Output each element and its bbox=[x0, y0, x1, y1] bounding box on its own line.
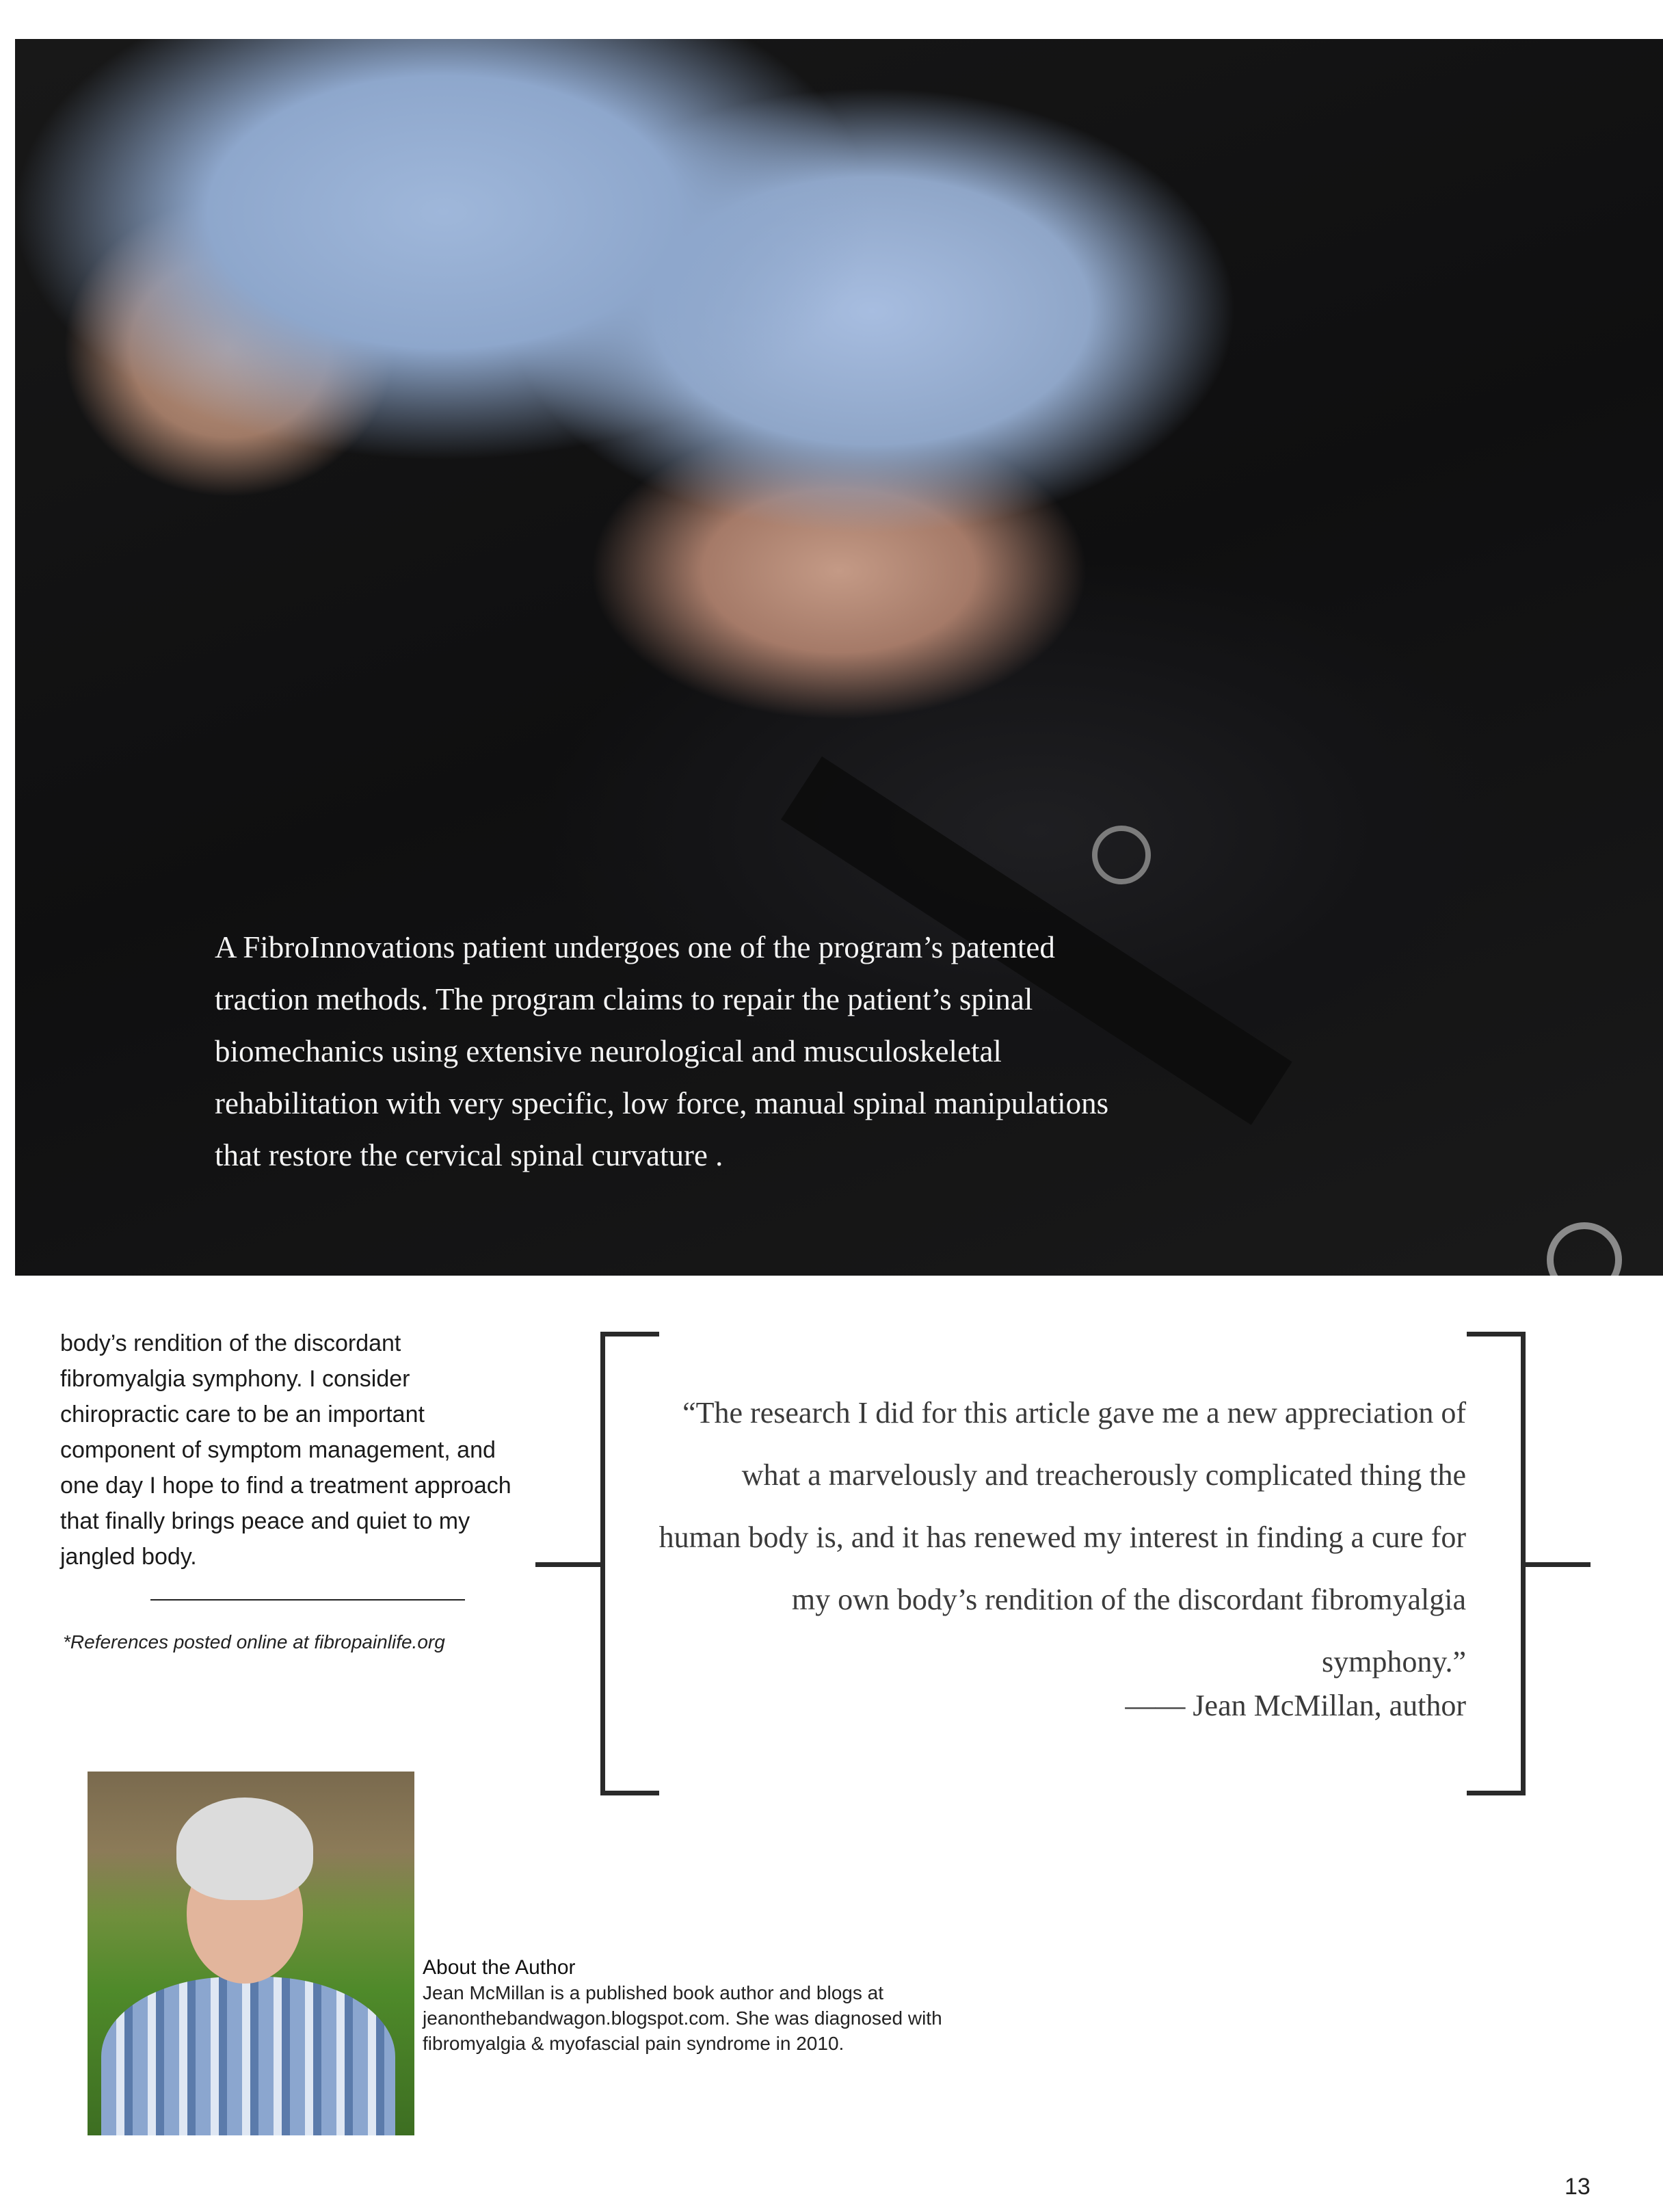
article-continuation: body’s rendition of the discordant fibromyalgia symphony. I consider chiropractic care to be an important component of symptom management, and one day I hope to find a treatment approach that finally brings peace and quiet to my jangled body. bbox=[60, 1330, 511, 1570]
author-hair bbox=[176, 1798, 313, 1900]
about-author bbox=[423, 1955, 1038, 2056]
bracket-left bbox=[600, 1332, 659, 1795]
strap-ring bbox=[1092, 826, 1151, 884]
bracket-left-tick bbox=[535, 1562, 600, 1567]
quote-attribution: —— Jean McMillan, author bbox=[1125, 1689, 1466, 1722]
hero-photo bbox=[15, 39, 1663, 1276]
page-number: 13 bbox=[1565, 2174, 1591, 2200]
bracket-right bbox=[1467, 1332, 1526, 1795]
author-shirt bbox=[101, 1977, 395, 2135]
about-author-bio: Jean McMillan is a published book author and blogs at jeanonthebandwagon.blogspot.com. She was diagnosed with fibromyalgia & myofascial pain syndrome in 2010. bbox=[423, 1982, 942, 2054]
author-photo bbox=[88, 1772, 414, 2135]
about-author-title: About the Author bbox=[423, 1956, 576, 1979]
bracket-right-tick bbox=[1526, 1562, 1591, 1567]
references-note: *References posted online at fibropainlife.org bbox=[63, 1631, 445, 1653]
table-hook bbox=[1547, 1222, 1622, 1276]
photo-caption: A FibroInnovations patient undergoes one of the program’s patented traction methods. The program claims to repair the patient’s spinal biomechanics using extensive neurological and musculoskeletal rehabilitation with very specific, low force, manual spinal manipulations that restore the cervical spinal curvature . bbox=[215, 930, 1109, 1172]
footnote-rule bbox=[150, 1599, 465, 1601]
pull-quote: “The research I did for this article gave me a new appreciation of what a marvelously and treacherously complicated thing the human body is, and it has renewed my interest in finding a cure for my own body’s rendition of the discordant fibromyalgia symphony.” bbox=[658, 1396, 1466, 1678]
